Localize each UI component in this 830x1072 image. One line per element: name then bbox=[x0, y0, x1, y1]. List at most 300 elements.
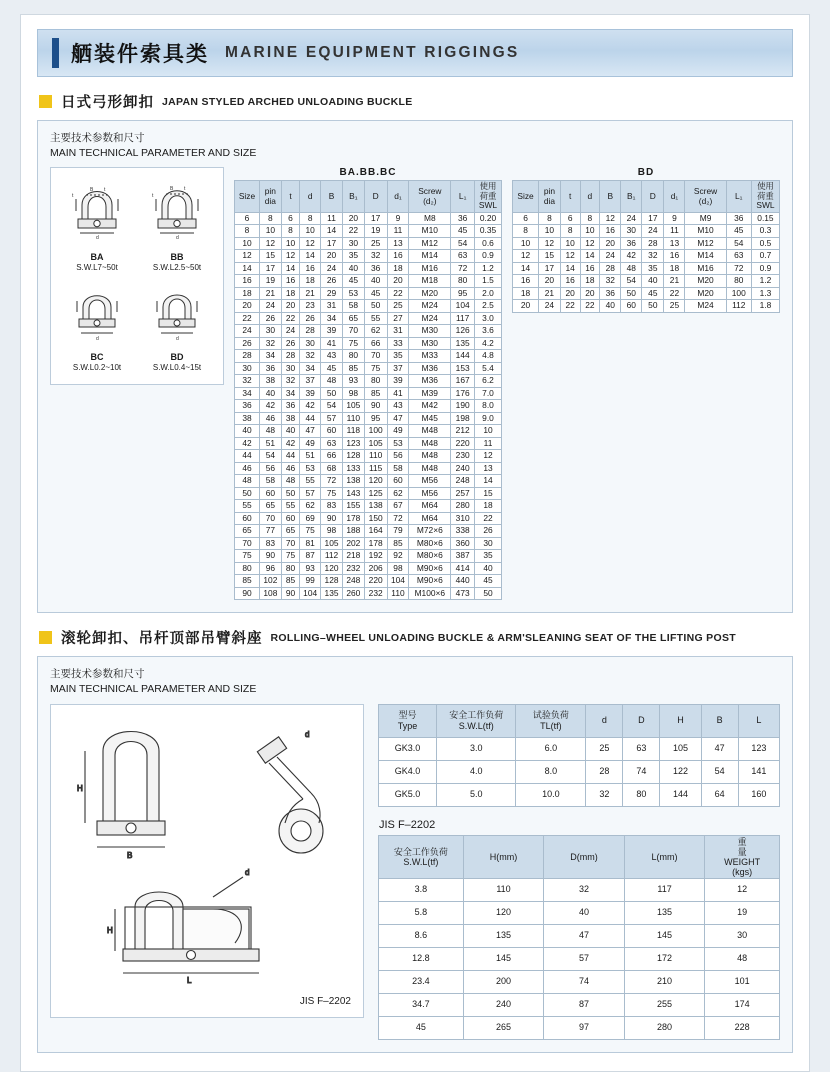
column-header: d₁ bbox=[664, 181, 685, 212]
table-cell: 34 bbox=[259, 350, 281, 363]
table-cell: 75 bbox=[342, 337, 364, 350]
table-cell: 20 bbox=[235, 300, 260, 313]
shackle-bc-icon bbox=[64, 281, 130, 351]
table-cell: 0.35 bbox=[475, 225, 502, 238]
table-cell: 47 bbox=[387, 412, 409, 425]
table-cell: 100 bbox=[364, 425, 387, 438]
table-cell: 19 bbox=[259, 275, 281, 288]
table-cell: M14 bbox=[409, 250, 451, 263]
table-cell: 45 bbox=[321, 362, 343, 375]
table-cell: M16 bbox=[409, 262, 451, 275]
table-cell: 75 bbox=[300, 525, 321, 538]
table-cell: M36 bbox=[409, 375, 451, 388]
table-cell: 28 bbox=[586, 760, 623, 783]
table-cell: 56 bbox=[259, 462, 281, 475]
table-cell: 79 bbox=[387, 525, 409, 538]
column-header: B bbox=[600, 181, 621, 212]
table-cell: 12 bbox=[600, 212, 621, 225]
table-cell: 72 bbox=[451, 262, 475, 275]
table-cell: 85 bbox=[342, 362, 364, 375]
shackle-bd-icon bbox=[144, 281, 210, 351]
column-header: 试验负荷 TL(tf) bbox=[516, 704, 586, 737]
column-header: L₁ bbox=[726, 181, 751, 212]
table-cell: 16 bbox=[600, 225, 621, 238]
table-cell: 30 bbox=[621, 225, 642, 238]
table-cell: 138 bbox=[342, 475, 364, 488]
table-cell: 60 bbox=[281, 512, 299, 525]
table-cell: 68 bbox=[321, 462, 343, 475]
table-cell: 28 bbox=[235, 350, 260, 363]
table-cell: 12 bbox=[235, 250, 260, 263]
table-cell: M24 bbox=[409, 300, 451, 313]
table-cell: 12 bbox=[513, 250, 539, 263]
table-cell: 31 bbox=[387, 325, 409, 338]
table-cell: 85 bbox=[364, 387, 387, 400]
table-row bbox=[379, 1016, 780, 1039]
table-cell: M90×6 bbox=[409, 575, 451, 588]
table-cell: 35 bbox=[342, 250, 364, 263]
table-cell: 40 bbox=[475, 562, 502, 575]
table-cell: 141 bbox=[738, 760, 779, 783]
column-header: B bbox=[321, 181, 343, 212]
table-cell: 22 bbox=[387, 287, 409, 300]
table-cell: 135 bbox=[451, 337, 475, 350]
section1-table-right-wrap bbox=[512, 167, 780, 312]
table-cell: 69 bbox=[300, 512, 321, 525]
table-cell: 11 bbox=[321, 212, 343, 225]
svg-text:t: t bbox=[152, 193, 154, 200]
table-cell: 10 bbox=[475, 425, 502, 438]
table-cell: M30 bbox=[409, 337, 451, 350]
table-cell: 120 bbox=[463, 901, 544, 924]
table-cell: 18 bbox=[300, 275, 321, 288]
table-cell: 10 bbox=[300, 225, 321, 238]
table-cell: M56 bbox=[409, 475, 451, 488]
drawing-bd-swl: S.W.L0.4~15t bbox=[152, 363, 202, 373]
section1-table-left-wrap bbox=[234, 167, 502, 600]
table-cell: 123 bbox=[342, 437, 364, 450]
table-row bbox=[379, 970, 780, 993]
shackle-ba-icon bbox=[64, 177, 130, 251]
table-cell: 20 bbox=[387, 275, 409, 288]
column-header: D bbox=[642, 181, 664, 212]
column-header: 安全工作负荷 S.W.L(tf) bbox=[437, 704, 516, 737]
table-cell: 95 bbox=[364, 412, 387, 425]
table-cell: 0.15 bbox=[751, 212, 779, 225]
table-cell: 143 bbox=[342, 487, 364, 500]
table-cell: 4.2 bbox=[475, 337, 502, 350]
page-banner bbox=[37, 29, 793, 77]
table-cell: 160 bbox=[738, 783, 779, 806]
table-cell: 18 bbox=[387, 262, 409, 275]
table-cell: 53 bbox=[342, 287, 364, 300]
table-cell: 128 bbox=[342, 450, 364, 463]
table-cell: 5.8 bbox=[379, 901, 464, 924]
table-cell: 14 bbox=[300, 250, 321, 263]
table-cell: 92 bbox=[387, 550, 409, 563]
table-cell: 70 bbox=[259, 512, 281, 525]
table-header-row bbox=[379, 835, 780, 878]
table-cell: M80×6 bbox=[409, 550, 451, 563]
table-cell: 65 bbox=[235, 525, 260, 538]
column-header: H(mm) bbox=[463, 835, 544, 878]
table-header-row bbox=[379, 704, 780, 737]
table-row bbox=[379, 924, 780, 947]
table-cell: 18 bbox=[281, 287, 299, 300]
section1-panel-title-en: MAIN TECHNICAL PARAMETER AND SIZE bbox=[50, 147, 257, 160]
table-cell: 26 bbox=[259, 312, 281, 325]
table-cell: 14 bbox=[560, 262, 580, 275]
section1-panel-title bbox=[50, 131, 780, 161]
table-cell: 20 bbox=[600, 237, 621, 250]
table-cell: M72×6 bbox=[409, 525, 451, 538]
bullet-square-icon bbox=[39, 95, 52, 108]
table-cell: M8 bbox=[409, 212, 451, 225]
table-cell: 2.0 bbox=[475, 287, 502, 300]
table-cell: 32 bbox=[642, 250, 664, 263]
table-cell: 230 bbox=[451, 450, 475, 463]
table-cell: 24 bbox=[259, 300, 281, 313]
table-cell: 4.8 bbox=[475, 350, 502, 363]
table-cell: M24 bbox=[409, 312, 451, 325]
table-cell: 150 bbox=[364, 512, 387, 525]
table-cell: 31 bbox=[321, 300, 343, 313]
table-cell: 16 bbox=[387, 250, 409, 263]
table-cell: 10 bbox=[513, 237, 539, 250]
table-cell: 24 bbox=[235, 325, 260, 338]
table-cell: 8.0 bbox=[516, 760, 586, 783]
table-cell: 125 bbox=[364, 487, 387, 500]
shackle-bb-icon bbox=[144, 177, 210, 251]
table-cell: 1.8 bbox=[751, 300, 779, 313]
table-cell: 135 bbox=[321, 587, 343, 600]
table-cell: 99 bbox=[300, 575, 321, 588]
column-header: 重 量 WEIGHT (kgs) bbox=[705, 835, 780, 878]
drawing-ba-swl: S.W.L7~50t bbox=[76, 263, 118, 273]
table-cell: 112 bbox=[321, 550, 343, 563]
table-cell: 8.6 bbox=[379, 924, 464, 947]
svg-text:d: d bbox=[176, 336, 179, 343]
table-row bbox=[379, 993, 780, 1016]
table-cell: 40 bbox=[281, 425, 299, 438]
table-cell: 265 bbox=[463, 1016, 544, 1039]
table-cell: 65 bbox=[342, 312, 364, 325]
table-cell: 17 bbox=[364, 212, 387, 225]
table-cell: 51 bbox=[300, 450, 321, 463]
table-cell: 3.8 bbox=[379, 878, 464, 901]
svg-text:t: t bbox=[104, 187, 106, 194]
table-cell: 35 bbox=[387, 350, 409, 363]
column-header: D(mm) bbox=[544, 835, 625, 878]
table-cell: 12 bbox=[560, 250, 580, 263]
table-cell: 16 bbox=[664, 250, 685, 263]
table-cell: 33 bbox=[387, 337, 409, 350]
table-cell: 60 bbox=[621, 300, 642, 313]
table-cell: 35 bbox=[642, 262, 664, 275]
table-cell: M20 bbox=[685, 275, 726, 288]
table-row bbox=[235, 537, 502, 550]
table-cell: 72 bbox=[321, 475, 343, 488]
table-cell: 206 bbox=[364, 562, 387, 575]
table-cell: 54 bbox=[621, 275, 642, 288]
table-cell: 44 bbox=[300, 412, 321, 425]
table-cell: 36 bbox=[451, 212, 475, 225]
table-cell: 176 bbox=[451, 387, 475, 400]
svg-text:t: t bbox=[72, 193, 74, 200]
table-cell: 28 bbox=[642, 237, 664, 250]
table-row bbox=[235, 525, 502, 538]
drawing-bc-name: BC bbox=[90, 352, 104, 363]
table-row bbox=[379, 901, 780, 924]
table-row bbox=[235, 250, 502, 263]
table-row bbox=[235, 587, 502, 600]
table-cell: 0.20 bbox=[475, 212, 502, 225]
table-cell: 41 bbox=[387, 387, 409, 400]
table-cell: 135 bbox=[463, 924, 544, 947]
table-cell: 96 bbox=[259, 562, 281, 575]
table-cell: M42 bbox=[409, 400, 451, 413]
table-cell: 32 bbox=[364, 250, 387, 263]
table-cell: 22 bbox=[235, 312, 260, 325]
table-cell: 45 bbox=[642, 287, 664, 300]
table-cell: 24 bbox=[600, 250, 621, 263]
drawing-bb bbox=[137, 174, 217, 278]
table-cell: M33 bbox=[409, 350, 451, 363]
table-cell: 6 bbox=[281, 212, 299, 225]
table-cell: 98 bbox=[387, 562, 409, 575]
table-cell: 13 bbox=[387, 237, 409, 250]
table-cell: 192 bbox=[364, 550, 387, 563]
table-cell: 57 bbox=[300, 487, 321, 500]
table-cell: 220 bbox=[451, 437, 475, 450]
table-cell: 8 bbox=[513, 225, 539, 238]
table-row bbox=[235, 375, 502, 388]
table-cell: 85 bbox=[235, 575, 260, 588]
table-cell: 240 bbox=[463, 993, 544, 1016]
table-cell: 28 bbox=[281, 350, 299, 363]
table-cell: 26 bbox=[321, 275, 343, 288]
table-cell: 40 bbox=[342, 262, 364, 275]
table-cell: 58 bbox=[259, 475, 281, 488]
table-cell: 174 bbox=[705, 993, 780, 1016]
table-cell: 32 bbox=[281, 375, 299, 388]
table-cell: 87 bbox=[300, 550, 321, 563]
table-cell: 18 bbox=[580, 275, 600, 288]
table-row bbox=[235, 412, 502, 425]
table-cell: 0.6 bbox=[475, 237, 502, 250]
table-cell: 42 bbox=[621, 250, 642, 263]
table-row bbox=[235, 500, 502, 513]
table-cell: 18 bbox=[513, 287, 539, 300]
table-cell: 9.0 bbox=[475, 412, 502, 425]
table-cell: 105 bbox=[321, 537, 343, 550]
section1-table-left-label: BA.BB.BC bbox=[339, 167, 397, 179]
table-cell: 63 bbox=[623, 737, 660, 760]
table-cell: 23.4 bbox=[379, 970, 464, 993]
table-cell: 72 bbox=[726, 262, 751, 275]
table-cell: 21 bbox=[664, 275, 685, 288]
column-header: Screw (d₂) bbox=[685, 181, 726, 212]
table-cell: 360 bbox=[451, 537, 475, 550]
table-cell: 98 bbox=[321, 525, 343, 538]
table-cell: 22 bbox=[580, 300, 600, 313]
table-cell: 45 bbox=[475, 575, 502, 588]
table-row bbox=[235, 262, 502, 275]
table-cell: 118 bbox=[342, 425, 364, 438]
table-cell: 128 bbox=[321, 575, 343, 588]
table-cell: 11 bbox=[387, 225, 409, 238]
svg-text:t: t bbox=[184, 186, 186, 193]
table-cell: 98 bbox=[342, 387, 364, 400]
table-cell: 37 bbox=[387, 362, 409, 375]
section1-title-cn: 日式弓形卸扣 bbox=[61, 95, 154, 111]
section2-tables bbox=[378, 704, 780, 1040]
table-row bbox=[235, 312, 502, 325]
table-cell: 80 bbox=[451, 275, 475, 288]
table-cell: 8 bbox=[281, 225, 299, 238]
table-cell: 32 bbox=[586, 783, 623, 806]
table-cell: M16 bbox=[685, 262, 726, 275]
table-cell: 60 bbox=[259, 487, 281, 500]
table-row bbox=[379, 947, 780, 970]
table-cell: 47 bbox=[300, 425, 321, 438]
section2-table2-title: JIS F–2202 bbox=[379, 818, 436, 831]
table-cell: 37 bbox=[300, 375, 321, 388]
table-cell: 100 bbox=[726, 287, 751, 300]
table-cell: 12 bbox=[705, 878, 780, 901]
table-cell: 77 bbox=[259, 525, 281, 538]
table-cell: M48 bbox=[409, 462, 451, 475]
table-cell: 93 bbox=[300, 562, 321, 575]
table-cell: 20 bbox=[513, 300, 539, 313]
table-cell: M90×6 bbox=[409, 562, 451, 575]
column-header: B bbox=[701, 704, 738, 737]
table-cell: 387 bbox=[451, 550, 475, 563]
table-cell: 95 bbox=[451, 287, 475, 300]
table-cell: 43 bbox=[321, 350, 343, 363]
table-cell: 17 bbox=[539, 262, 561, 275]
table-cell: 14 bbox=[513, 262, 539, 275]
table-cell: 66 bbox=[364, 337, 387, 350]
table-cell: 62 bbox=[387, 487, 409, 500]
table-row bbox=[235, 287, 502, 300]
table-cell: 133 bbox=[342, 462, 364, 475]
table-row bbox=[379, 737, 780, 760]
table-cell: 75 bbox=[235, 550, 260, 563]
table-cell: 210 bbox=[624, 970, 705, 993]
table-cell: 18 bbox=[664, 262, 685, 275]
table-cell: 0.7 bbox=[751, 250, 779, 263]
table-cell: 55 bbox=[281, 500, 299, 513]
table-cell: 39 bbox=[387, 375, 409, 388]
table-cell: 16 bbox=[300, 262, 321, 275]
table-cell: 6.0 bbox=[516, 737, 586, 760]
table-cell: 10 bbox=[560, 237, 580, 250]
table-cell: 212 bbox=[451, 425, 475, 438]
table-cell: 135 bbox=[624, 901, 705, 924]
table-cell: 255 bbox=[624, 993, 705, 1016]
table-cell: 45 bbox=[342, 275, 364, 288]
table-cell: M48 bbox=[409, 437, 451, 450]
table-cell: 21 bbox=[259, 287, 281, 300]
section2-panel-title bbox=[50, 667, 780, 697]
section1-heading bbox=[39, 91, 793, 112]
table-cell: 228 bbox=[705, 1016, 780, 1039]
table-cell: 138 bbox=[364, 500, 387, 513]
table-cell: 38 bbox=[281, 412, 299, 425]
table-cell: 144 bbox=[660, 783, 701, 806]
table-cell: 47 bbox=[544, 924, 625, 947]
table-cell: 50 bbox=[621, 287, 642, 300]
table-cell: 172 bbox=[624, 947, 705, 970]
table-cell: 50 bbox=[321, 387, 343, 400]
table-cell: 48 bbox=[321, 375, 343, 388]
table-cell: 10 bbox=[281, 237, 299, 250]
table-cell: 202 bbox=[342, 537, 364, 550]
table-row bbox=[235, 387, 502, 400]
table-cell: 105 bbox=[660, 737, 701, 760]
table-row bbox=[513, 225, 780, 238]
column-header: pin dia bbox=[259, 181, 281, 212]
section1-title-en: JAPAN STYLED ARCHED UNLOADING BUCKLE bbox=[162, 95, 413, 108]
table-cell: 178 bbox=[342, 512, 364, 525]
table-cell: M12 bbox=[409, 237, 451, 250]
table-cell: 8 bbox=[259, 212, 281, 225]
table-cell: 29 bbox=[321, 287, 343, 300]
table-cell: 8 bbox=[580, 212, 600, 225]
rolling-shackle-drawing-icon bbox=[63, 711, 351, 999]
table-cell: 72 bbox=[387, 512, 409, 525]
table-row bbox=[235, 450, 502, 463]
table-cell: 10 bbox=[235, 237, 260, 250]
table-cell: 50 bbox=[475, 587, 502, 600]
svg-text:d: d bbox=[96, 235, 99, 242]
svg-text:B: B bbox=[170, 186, 174, 193]
table-cell: 32 bbox=[544, 878, 625, 901]
table-cell: 12 bbox=[300, 237, 321, 250]
table-cell: 20 bbox=[560, 287, 580, 300]
column-header: B₁ bbox=[621, 181, 642, 212]
table-cell: 16 bbox=[560, 275, 580, 288]
table-cell: 0.9 bbox=[751, 262, 779, 275]
table-cell: 44 bbox=[281, 450, 299, 463]
table-cell: 80 bbox=[364, 375, 387, 388]
table-cell: 56 bbox=[387, 450, 409, 463]
table-cell: 164 bbox=[364, 525, 387, 538]
table-cell: 80 bbox=[281, 562, 299, 575]
table-cell: 473 bbox=[451, 587, 475, 600]
table-cell: 80 bbox=[235, 562, 260, 575]
table-cell: 81 bbox=[300, 537, 321, 550]
table-cell: 10 bbox=[259, 225, 281, 238]
table-cell: 40 bbox=[642, 275, 664, 288]
column-header: Size bbox=[513, 181, 539, 212]
table-cell: 0.3 bbox=[751, 225, 779, 238]
table-row bbox=[379, 760, 780, 783]
table-cell: 232 bbox=[364, 587, 387, 600]
table-cell: 22 bbox=[281, 312, 299, 325]
table-cell: 25 bbox=[364, 237, 387, 250]
column-header: d bbox=[580, 181, 600, 212]
table-cell: 19 bbox=[364, 225, 387, 238]
column-header: D bbox=[623, 704, 660, 737]
table-cell: 440 bbox=[451, 575, 475, 588]
table-cell: 32 bbox=[600, 275, 621, 288]
table-cell: 97 bbox=[544, 1016, 625, 1039]
table-cell: 34 bbox=[235, 387, 260, 400]
table-cell: 104 bbox=[387, 575, 409, 588]
table-cell: 28 bbox=[600, 262, 621, 275]
